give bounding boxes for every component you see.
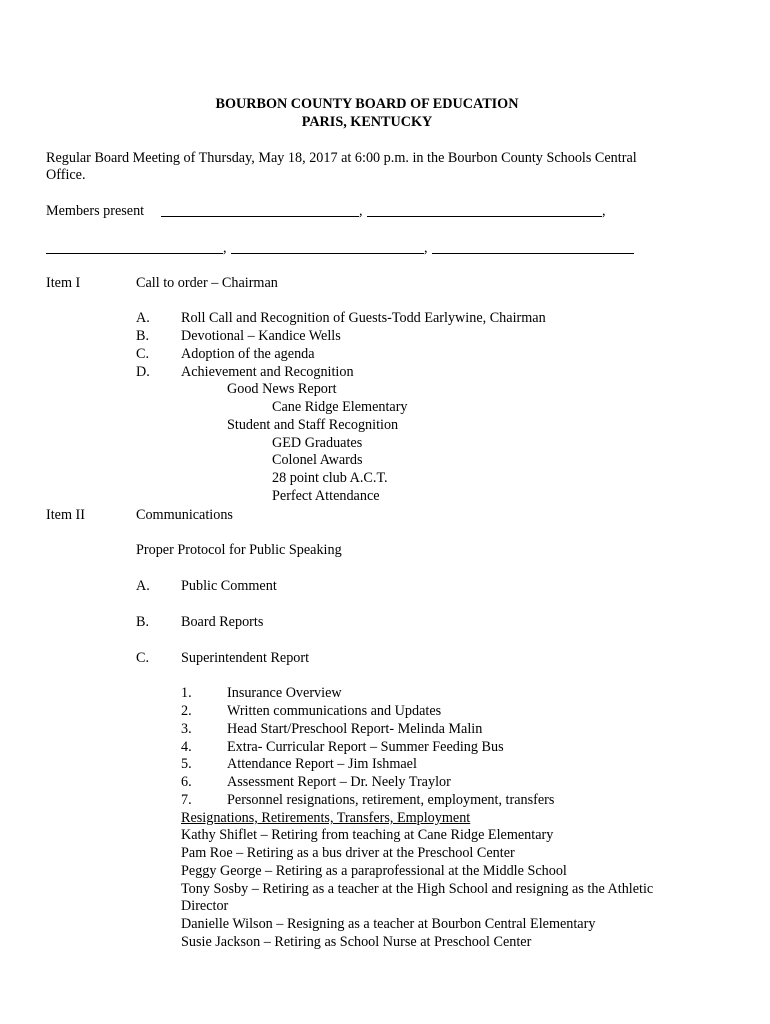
report-num: 4.	[181, 739, 192, 755]
report-item: Head Start/Preschool Report- Melinda Malin	[227, 721, 483, 737]
superintendent-report: Superintendent Report	[181, 650, 310, 666]
report-num: 2.	[181, 703, 192, 719]
item-2-title: Communications	[136, 507, 233, 523]
recognition-item: Colonel Awards	[272, 452, 363, 468]
item-1-entry-d: Achievement and Recognition	[181, 364, 354, 380]
recognition-item: 28 point club A.C.T.	[272, 470, 388, 486]
member-comma-1: ,	[359, 203, 363, 219]
board-reports: Board Reports	[181, 614, 264, 630]
members-present-label: Members present	[46, 203, 145, 219]
personnel-entry: Peggy George – Retiring as a paraprofessional at the Middle School	[181, 863, 567, 879]
item-1-letter-a: A.	[136, 310, 150, 326]
item-1-letter-c: C.	[136, 346, 150, 362]
item-1-label: Item I	[46, 275, 81, 291]
member-blank-4	[231, 253, 424, 254]
good-news-report: Good News Report	[227, 381, 337, 397]
personnel-entry: Danielle Wilson – Resigning as a teacher at Bourbon Central Elementary	[181, 916, 596, 932]
report-item: Extra- Curricular Report – Summer Feeding Bus	[227, 739, 504, 755]
member-comma-2: ,	[602, 203, 606, 219]
report-num: 6.	[181, 774, 192, 790]
item-1-entry-b: Devotional – Kandice Wells	[181, 328, 341, 344]
report-num: 1.	[181, 685, 192, 701]
meeting-description-line2: Office.	[46, 167, 86, 183]
personnel-entry-continuation: Director	[181, 898, 229, 914]
member-comma-4: ,	[424, 240, 428, 256]
personnel-entry: Pam Roe – Retiring as a bus driver at the Preschool Center	[181, 845, 515, 861]
item-1-letter-b: B.	[136, 328, 150, 344]
item-1-letter-d: D.	[136, 364, 150, 380]
cane-ridge-elementary: Cane Ridge Elementary	[272, 399, 408, 415]
section-letter-b: B.	[136, 614, 150, 630]
item-1-entry-c: Adoption of the agenda	[181, 346, 315, 362]
member-blank-3	[46, 253, 223, 254]
public-comment: Public Comment	[181, 578, 277, 594]
member-blank-5	[432, 253, 634, 254]
report-item: Personnel resignations, retirement, employment, transfers	[227, 792, 555, 808]
personnel-heading: Resignations, Retirements, Transfers, Employment	[181, 810, 471, 826]
report-item: Written communications and Updates	[227, 703, 442, 719]
item-1-entry-a: Roll Call and Recognition of Guests-Todd Earlywine, Chairman	[181, 310, 546, 326]
member-blank-1	[161, 216, 359, 217]
location-title: PARIS, KENTUCKY	[301, 114, 433, 130]
report-num: 3.	[181, 721, 192, 737]
protocol-heading: Proper Protocol for Public Speaking	[136, 542, 342, 558]
member-comma-3: ,	[223, 240, 227, 256]
report-item: Assessment Report – Dr. Neely Traylor	[227, 774, 451, 790]
report-item: Attendance Report – Jim Ishmael	[227, 756, 417, 772]
recognition-item: GED Graduates	[272, 435, 363, 451]
item-2-label: Item II	[46, 507, 85, 523]
report-item: Insurance Overview	[227, 685, 342, 701]
report-num: 7.	[181, 792, 192, 808]
recognition-item: Perfect Attendance	[272, 488, 380, 504]
section-letter-c: C.	[136, 650, 150, 666]
member-blank-2	[367, 216, 602, 217]
student-staff-recognition: Student and Staff Recognition	[227, 417, 399, 433]
board-title: BOURBON COUNTY BOARD OF EDUCATION	[215, 96, 519, 112]
report-num: 5.	[181, 756, 192, 772]
section-letter-a: A.	[136, 578, 150, 594]
personnel-entry: Tony Sosby – Retiring as a teacher at the High School and resigning as the Athletic	[181, 881, 654, 897]
meeting-description-line1: Regular Board Meeting of Thursday, May 18, 2017 at 6:00 p.m. in the Bourbon County Schools Central	[46, 150, 637, 166]
item-1-title: Call to order – Chairman	[136, 275, 278, 291]
personnel-entry: Susie Jackson – Retiring as School Nurse at Preschool Center	[181, 934, 532, 950]
personnel-entry: Kathy Shiflet – Retiring from teaching at Cane Ridge Elementary	[181, 827, 554, 843]
